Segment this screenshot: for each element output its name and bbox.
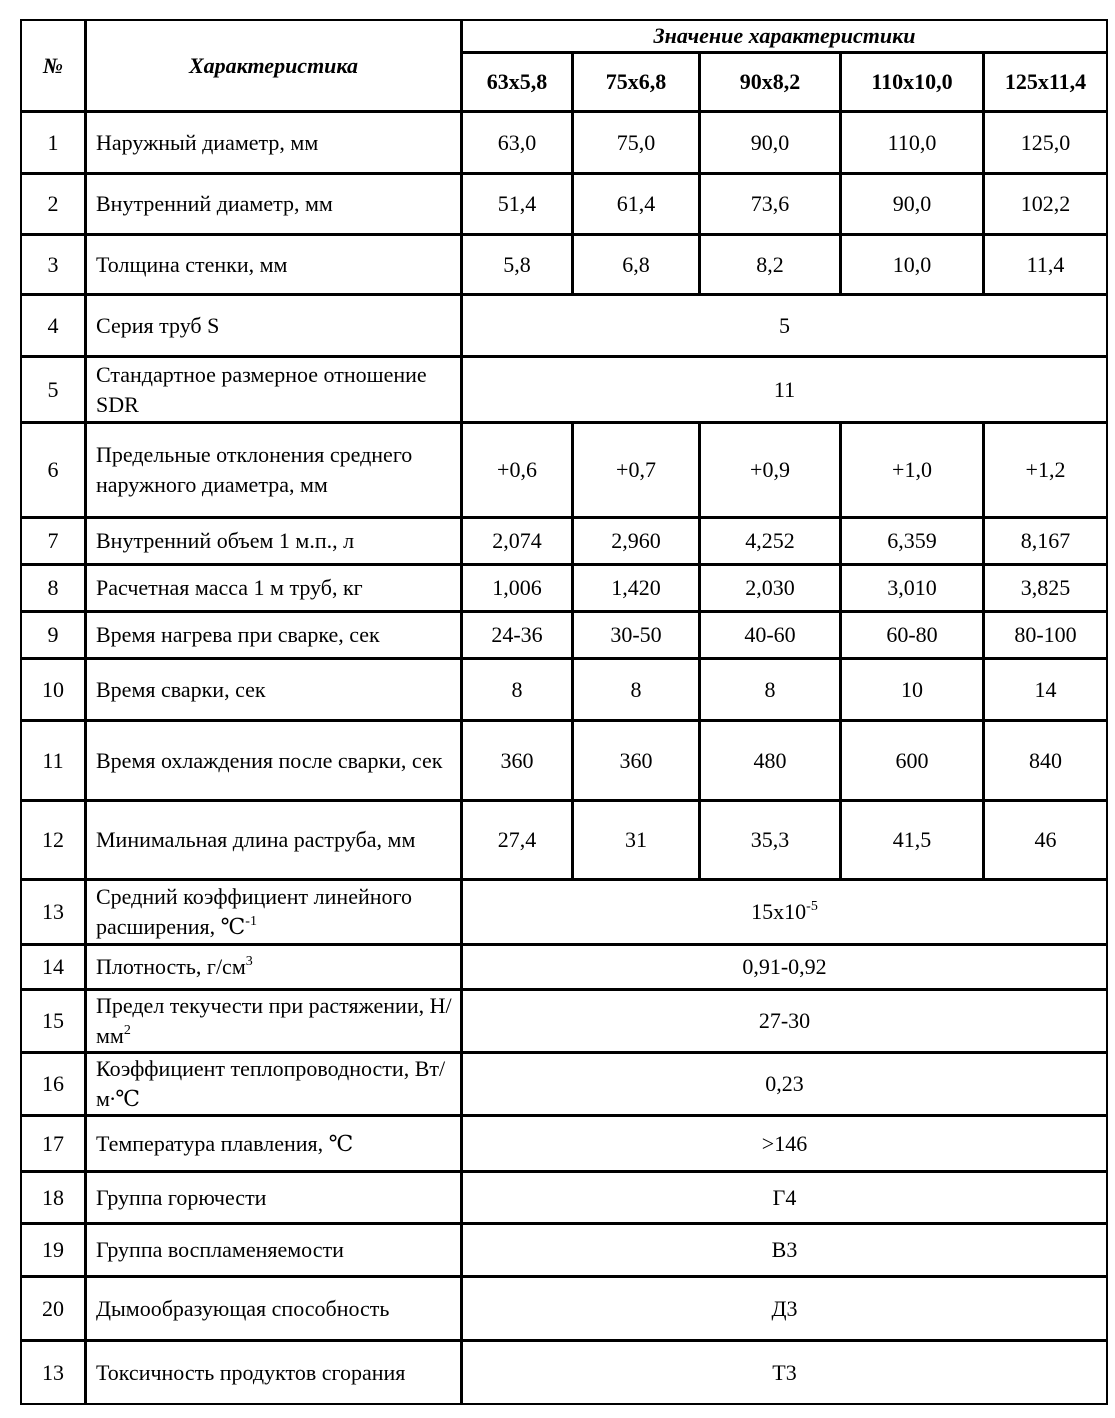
merged-value-text: Т3 <box>772 1359 797 1385</box>
row-value: 61,4 <box>573 174 700 235</box>
header-size: 75х6,8 <box>573 53 700 112</box>
characteristic-text: Предел текучести при растяжении, Н/мм <box>96 993 452 1048</box>
characteristic-text: Расчетная масса 1 м труб, кг <box>96 575 363 600</box>
row-value: 110,0 <box>841 112 984 174</box>
characteristic-text: Время охлаждения после сварки, сек <box>96 747 443 773</box>
table-container <box>20 19 1108 1405</box>
merged-value-text: >146 <box>761 1130 808 1156</box>
characteristic-text: Средний коэффициент линейного расширения, ℃ <box>96 884 412 939</box>
row-characteristic <box>86 721 462 801</box>
row-number: 20 <box>21 1277 86 1341</box>
row-value: 11,4 <box>984 235 1108 295</box>
table-row <box>21 518 1108 565</box>
header-num: № <box>21 20 86 112</box>
header-row-1 <box>21 20 1108 53</box>
table-row <box>21 721 1108 801</box>
row-characteristic <box>86 1224 462 1277</box>
row-characteristic <box>86 945 462 990</box>
row-value-merged <box>462 945 1108 990</box>
row-value: 51,4 <box>462 174 573 235</box>
characteristic-text: Минимальная длина раструба, мм <box>96 827 416 852</box>
row-value-merged <box>462 1341 1108 1405</box>
row-value-merged <box>462 880 1108 945</box>
row-value: 90,0 <box>700 112 841 174</box>
table-row <box>21 1053 1108 1116</box>
row-value: 40-60 <box>700 612 841 659</box>
merged-value-text: 27-30 <box>758 1008 811 1033</box>
row-value-merged <box>462 990 1108 1053</box>
row-value-merged <box>462 357 1108 423</box>
row-value: +0,6 <box>462 423 573 518</box>
row-value: 125,0 <box>984 112 1108 174</box>
row-characteristic <box>86 423 462 518</box>
row-characteristic <box>86 880 462 945</box>
row-value: 73,6 <box>700 174 841 235</box>
row-value: +1,0 <box>841 423 984 518</box>
merged-value-text: Г4 <box>772 1184 797 1210</box>
row-value: 27,4 <box>462 801 573 880</box>
row-characteristic <box>86 1172 462 1224</box>
row-number: 16 <box>21 1053 86 1116</box>
header-size: 63х5,8 <box>462 53 573 112</box>
table-body <box>21 112 1108 1405</box>
row-value: 600 <box>841 721 984 801</box>
header-size: 110х10,0 <box>841 53 984 112</box>
merged-value-text: Д3 <box>771 1295 798 1321</box>
row-value: 60-80 <box>841 612 984 659</box>
row-value-merged <box>462 1277 1108 1341</box>
merged-value-superscript: -5 <box>806 899 818 914</box>
characteristics-table <box>20 19 1108 1405</box>
row-number: 4 <box>21 295 86 357</box>
row-characteristic <box>86 990 462 1053</box>
row-number: 12 <box>21 801 86 880</box>
table-row <box>21 295 1108 357</box>
table-row <box>21 801 1108 880</box>
table-row <box>21 423 1108 518</box>
characteristic-text: Внутренний объем 1 м.п., л <box>96 528 355 553</box>
row-value: 75,0 <box>573 112 700 174</box>
row-characteristic <box>86 1341 462 1405</box>
row-value: 2,030 <box>700 565 841 612</box>
row-value: 6,8 <box>573 235 700 295</box>
row-value-merged <box>462 1224 1108 1277</box>
table-row <box>21 1341 1108 1405</box>
characteristic-text: Токсичность продуктов сгорания <box>96 1359 406 1385</box>
characteristic-text: Плотность, г/см <box>96 954 246 979</box>
table-row <box>21 612 1108 659</box>
row-value: 6,359 <box>841 518 984 565</box>
row-characteristic <box>86 801 462 880</box>
row-value: 8 <box>462 659 573 721</box>
row-value: 3,010 <box>841 565 984 612</box>
merged-value-text: 11 <box>773 376 796 402</box>
merged-value-text: 0,91-0,92 <box>742 954 827 979</box>
row-number: 7 <box>21 518 86 565</box>
table-row <box>21 1224 1108 1277</box>
table-row <box>21 235 1108 295</box>
row-characteristic <box>86 612 462 659</box>
row-number: 18 <box>21 1172 86 1224</box>
row-number: 11 <box>21 721 86 801</box>
table-row <box>21 112 1108 174</box>
table-row <box>21 945 1108 990</box>
row-value: 35,3 <box>700 801 841 880</box>
row-characteristic <box>86 295 462 357</box>
characteristic-text: Предельные отклонения среднего наружного диаметра, мм <box>96 442 413 497</box>
header-characteristic: Характеристика <box>86 20 462 112</box>
row-number: 8 <box>21 565 86 612</box>
row-number: 19 <box>21 1224 86 1277</box>
characteristic-text: Внутренний диаметр, мм <box>96 191 333 216</box>
row-value: +1,2 <box>984 423 1108 518</box>
row-number: 1 <box>21 112 86 174</box>
row-value: 4,252 <box>700 518 841 565</box>
row-number: 13 <box>21 880 86 945</box>
row-value: 63,0 <box>462 112 573 174</box>
characteristic-text: Стандартное размерное отношение SDR <box>96 361 427 417</box>
table-row <box>21 1116 1108 1172</box>
row-value: 24-36 <box>462 612 573 659</box>
row-value: +0,9 <box>700 423 841 518</box>
row-characteristic <box>86 235 462 295</box>
row-number: 3 <box>21 235 86 295</box>
characteristic-superscript: 2 <box>123 1023 131 1038</box>
row-value: 2,074 <box>462 518 573 565</box>
row-number: 6 <box>21 423 86 518</box>
table-row <box>21 565 1108 612</box>
characteristic-superscript: 3 <box>245 954 253 969</box>
row-value: 41,5 <box>841 801 984 880</box>
row-value: 840 <box>984 721 1108 801</box>
table-row <box>21 659 1108 721</box>
row-value: 102,2 <box>984 174 1108 235</box>
row-characteristic <box>86 357 462 423</box>
row-value: 10,0 <box>841 235 984 295</box>
merged-value-text: 15х10 <box>751 899 807 924</box>
table-row <box>21 174 1108 235</box>
row-number: 15 <box>21 990 86 1053</box>
row-value: 8 <box>573 659 700 721</box>
row-number: 14 <box>21 945 86 990</box>
characteristic-text: Наружный диаметр, мм <box>96 129 319 155</box>
row-value: 1,420 <box>573 565 700 612</box>
characteristic-text: Время нагрева при сварке, сек <box>96 622 380 647</box>
merged-value-text: 5 <box>779 312 790 338</box>
header-values-title: Значение характеристики <box>462 20 1108 53</box>
row-number: 13 <box>21 1341 86 1405</box>
row-characteristic <box>86 1277 462 1341</box>
row-number: 17 <box>21 1116 86 1172</box>
row-characteristic <box>86 174 462 235</box>
row-value: 30-50 <box>573 612 700 659</box>
table-row <box>21 1277 1108 1341</box>
row-value: 3,825 <box>984 565 1108 612</box>
row-value: 90,0 <box>841 174 984 235</box>
row-value: 2,960 <box>573 518 700 565</box>
characteristic-text: Серия труб S <box>96 312 220 338</box>
table-row <box>21 990 1108 1053</box>
row-value-merged <box>462 295 1108 357</box>
table-row <box>21 357 1108 423</box>
header-size: 90х8,2 <box>700 53 841 112</box>
row-characteristic <box>86 1116 462 1172</box>
characteristic-text: Толщина стенки, мм <box>96 251 288 277</box>
row-value: 80-100 <box>984 612 1108 659</box>
row-characteristic <box>86 112 462 174</box>
characteristic-text: Группа воспламеняемости <box>96 1237 344 1262</box>
row-value: 360 <box>462 721 573 801</box>
row-value-merged <box>462 1172 1108 1224</box>
table-row <box>21 880 1108 945</box>
row-value: 8,2 <box>700 235 841 295</box>
row-value-merged <box>462 1116 1108 1172</box>
row-value: 480 <box>700 721 841 801</box>
row-number: 2 <box>21 174 86 235</box>
row-characteristic <box>86 1053 462 1116</box>
characteristic-text: Дымообразующая способность <box>96 1295 390 1321</box>
row-value: 5,8 <box>462 235 573 295</box>
characteristic-text: Время сварки, сек <box>96 676 266 702</box>
row-value: 8,167 <box>984 518 1108 565</box>
row-value: 8 <box>700 659 841 721</box>
row-characteristic <box>86 518 462 565</box>
row-value: 14 <box>984 659 1108 721</box>
row-value: 360 <box>573 721 700 801</box>
characteristic-superscript: -1 <box>245 914 257 929</box>
row-number: 10 <box>21 659 86 721</box>
row-value: 1,006 <box>462 565 573 612</box>
table-row <box>21 1172 1108 1224</box>
row-value: 10 <box>841 659 984 721</box>
row-number: 5 <box>21 357 86 423</box>
characteristic-text: Группа горючести <box>96 1184 267 1210</box>
header-size: 125х11,4 <box>984 53 1108 112</box>
row-value: 31 <box>573 801 700 880</box>
merged-value-text: 0,23 <box>765 1071 804 1096</box>
row-value: +0,7 <box>573 423 700 518</box>
row-characteristic <box>86 565 462 612</box>
merged-value-text: В3 <box>771 1237 798 1262</box>
row-number: 9 <box>21 612 86 659</box>
row-value-merged <box>462 1053 1108 1116</box>
characteristic-text: Температура плавления, ℃ <box>96 1130 354 1156</box>
characteristic-text: Коэффициент теплопроводности, Вт/м∙℃ <box>96 1056 446 1111</box>
row-value: 46 <box>984 801 1108 880</box>
row-characteristic <box>86 659 462 721</box>
